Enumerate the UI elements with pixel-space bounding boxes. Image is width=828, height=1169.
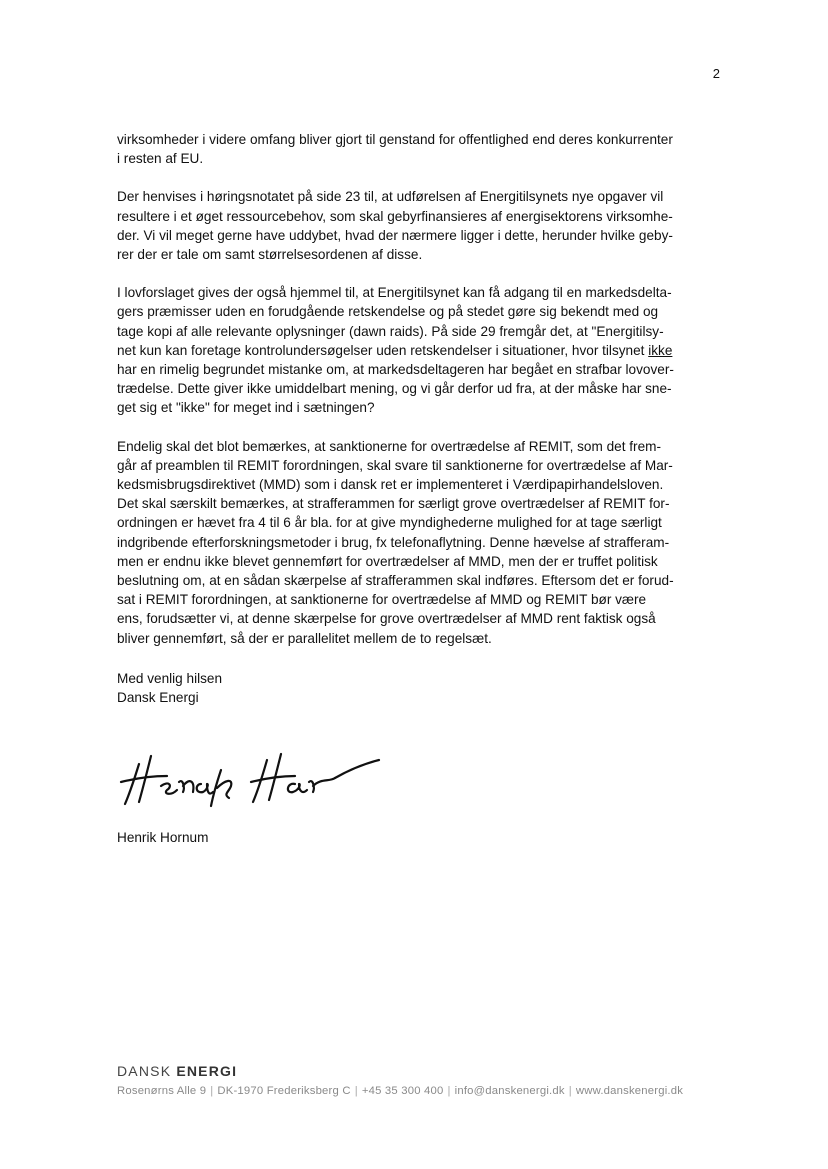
footer-separator: | bbox=[568, 1085, 572, 1097]
text-line: beslutning om, at en sådan skærpelse af strafferammen skal indføres. Eftersom det er forud- bbox=[117, 573, 674, 589]
text-line: resultere i et øget ressourcebehov, som skal gebyrfinansieres af energisektorens virksomhe- bbox=[117, 208, 673, 224]
text-line bbox=[117, 341, 722, 360]
text-line: sat i REMIT forordningen, at sanktionerne for overtrædelse af MMD og REMIT bør være bbox=[117, 592, 647, 608]
footer bbox=[117, 1063, 722, 1097]
text-line: virksomheder i videre omfang bliver gjort til genstand for offentlighed end deres konkurrenter bbox=[117, 132, 673, 147]
text-line: gers præmisser uden en forudgående retskendelse og på stedet gøre sig bekendt med og bbox=[117, 304, 659, 320]
paragraph-2 bbox=[117, 187, 722, 264]
footer-website: www.danskenergi.dk bbox=[575, 1085, 684, 1097]
letter-body bbox=[117, 130, 722, 707]
text-line: I lovforslaget gives der også hjemmel til, at Energitilsynet kan få adgang til en markedsdelta- bbox=[117, 285, 672, 301]
text-segment: net kun kan foretage kontrolundersøgelser uden retskendelser i situationer, hvor tilsynet bbox=[117, 342, 649, 358]
footer-separator: | bbox=[447, 1085, 451, 1097]
text-line: tage kopi af alle relevante oplysninger (dawn raids). På side 29 fremgår det, at "Energitilsy- bbox=[117, 323, 664, 339]
paragraph-1 bbox=[117, 130, 722, 168]
underlined-word: ikke bbox=[648, 342, 673, 358]
text-line: ordningen er hævet fra 4 til 6 år bla. for at give myndighederne mulighed for at tage særligt bbox=[117, 515, 662, 531]
closing bbox=[117, 669, 722, 707]
text-line: Der henvises i høringsnotatet på side 23 til, at udførelsen af Energitilsynets nye opgaver vil bbox=[117, 189, 664, 205]
handwritten-signature bbox=[117, 742, 387, 812]
text-line: har en rimelig begrundet mistanke om, at markedsdeltageren har begået en strafbar lovover- bbox=[117, 362, 674, 378]
text-line: men er endnu ikke blevet gennemført for overtrædelser af MMD, men der er truffet politisk bbox=[117, 553, 658, 569]
footer-separator: | bbox=[354, 1085, 358, 1097]
text-line: rer der er tale om samt størrelsesordenen af disse. bbox=[117, 247, 423, 263]
text-line: trædelse. Dette giver ikke umiddelbart mening, og vi går derfor ud fra, at der måske har sne- bbox=[117, 381, 672, 397]
footer-separator: | bbox=[210, 1085, 214, 1097]
text-line: Det skal særskilt bemærkes, at strafferammen for særligt grove overtrædelser af REMIT for- bbox=[117, 496, 670, 512]
footer-phone: +45 35 300 400 bbox=[361, 1085, 444, 1097]
page-number: 2 bbox=[712, 66, 720, 81]
text-line: går af preamblen til REMIT forordningen, skal svare til sanktionerne for overtrædelse af Mar- bbox=[117, 457, 673, 473]
footer-city: DK-1970 Frederiksberg C bbox=[217, 1085, 351, 1097]
text-line: kedsmisbrugsdirektivet (MMD) som i dansk ret er implementeret i Værdipapirhandelsloven. bbox=[117, 477, 664, 493]
text-line: i resten af EU. bbox=[117, 151, 204, 167]
organization-name: Dansk Energi bbox=[117, 690, 199, 706]
text-line: ens, forudsætter vi, at denne skærpelse for grove overtrædelser af MMD rent faktisk også bbox=[117, 611, 656, 627]
text-line: get sig et "ikke" for meget ind i sætningen? bbox=[117, 400, 375, 416]
text-line: Endelig skal det blot bemærkes, at sanktionerne for overtrædelse af REMIT, som det frem- bbox=[117, 438, 661, 454]
company-logo bbox=[117, 1063, 722, 1079]
greeting: Med venlig hilsen bbox=[117, 670, 223, 686]
text-line: indgribende efterforskningsmetoder i brug, fx telefonaflytning. Denne hævelse af strafferam- bbox=[117, 534, 670, 550]
paragraph-3 bbox=[117, 283, 722, 417]
text-line: bliver gennemført, så der er parallelitet mellem de to regelsæt. bbox=[117, 630, 492, 646]
logo-text-light: DANSK bbox=[117, 1063, 172, 1079]
paragraph-4 bbox=[117, 437, 722, 648]
signer-name: Henrik Hornum bbox=[117, 830, 209, 845]
footer-email: info@danskenergi.dk bbox=[454, 1085, 565, 1097]
footer-street: Rosenørns Alle 9 bbox=[117, 1085, 207, 1097]
text-line: der. Vi vil meget gerne have uddybet, hvad der nærmere ligger i dette, herunder hvilke geby- bbox=[117, 227, 673, 243]
footer-address bbox=[117, 1085, 722, 1097]
logo-text-bold: ENERGI bbox=[176, 1063, 238, 1079]
